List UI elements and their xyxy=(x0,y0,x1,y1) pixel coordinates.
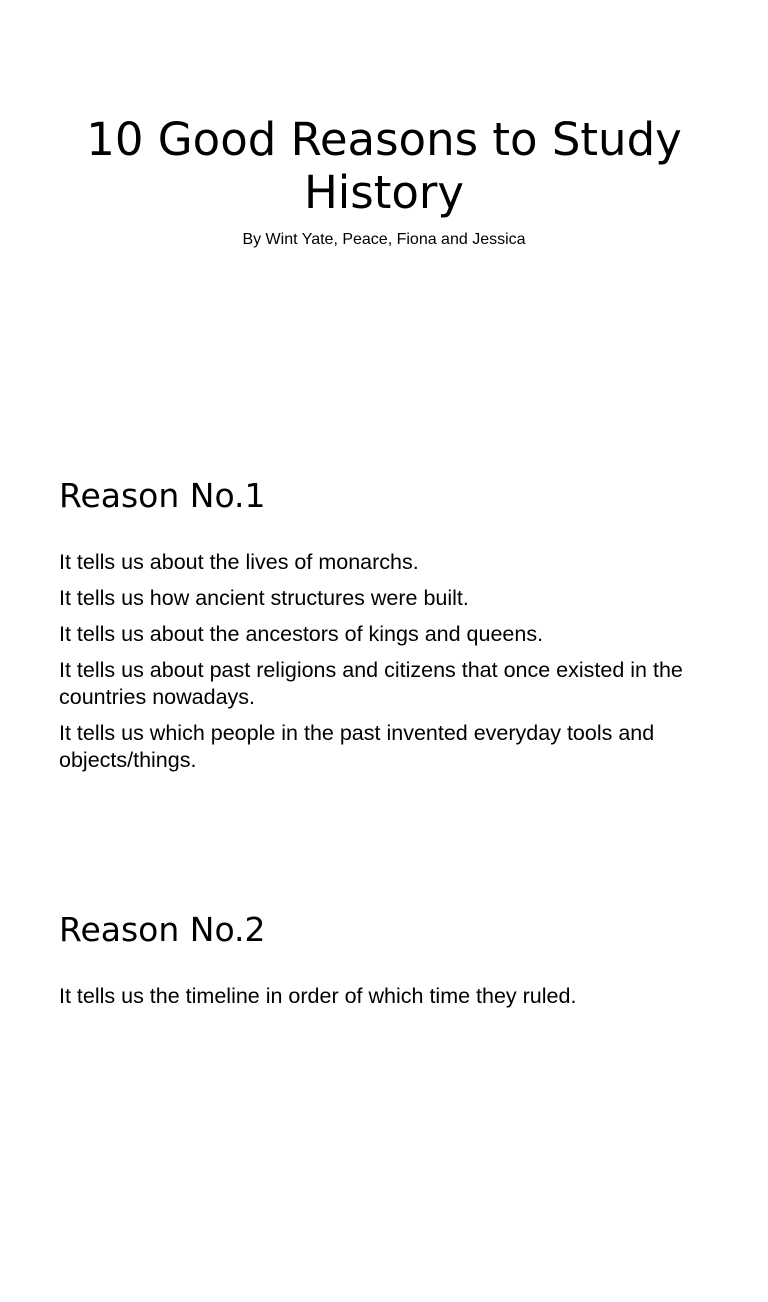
slide-reason-1 xyxy=(0,434,768,868)
title-slide xyxy=(0,0,768,434)
reason-point: It tells us which people in the past invented everyday tools and objects/things. xyxy=(59,721,655,772)
presentation-subtitle: By Wint Yate, Peace, Fiona and Jessica xyxy=(242,231,526,248)
presentation-title: 10 Good Reasons to Study History xyxy=(86,113,682,219)
reason-2-points xyxy=(59,983,709,1019)
slide-reason-2 xyxy=(0,868,768,1302)
reason-point: It tells us the timeline in order of which time they ruled. xyxy=(59,984,577,1008)
slide-heading: Reason No.1 xyxy=(59,476,266,515)
slide-heading: Reason No.2 xyxy=(59,910,266,949)
reason-point: It tells us about past religions and citizens that once existed in the countries nowadays. xyxy=(59,658,683,709)
reason-point: It tells us how ancient structures were built. xyxy=(59,586,469,610)
reason-1-points xyxy=(59,549,709,783)
reason-point: It tells us about the lives of monarchs. xyxy=(59,550,419,574)
reason-point: It tells us about the ancestors of kings and queens. xyxy=(59,622,544,646)
